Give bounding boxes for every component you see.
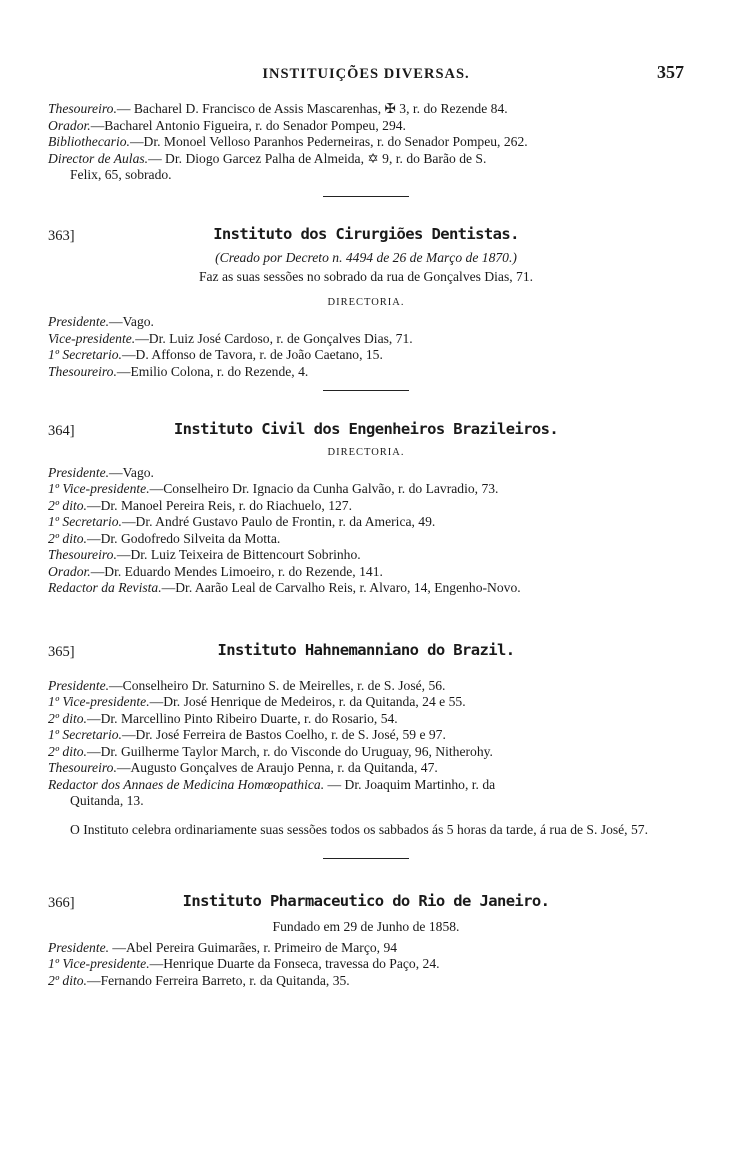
entry-text: —Dr. Eduardo Mendes Limoeiro, r. do Rezende, 141. bbox=[90, 563, 383, 579]
entry-role: 2º dito. bbox=[48, 972, 87, 988]
entry-continuation: Quitanda, 13. bbox=[70, 793, 144, 808]
section-heading bbox=[48, 226, 684, 248]
running-title: INSTITUIÇÕES DIVERSAS. bbox=[262, 66, 470, 82]
entry-text: —D. Affonso de Tavora, r. de João Caetano, 15. bbox=[121, 347, 383, 362]
section-title: Instituto Hahnemanniano do Brazil. bbox=[217, 640, 515, 659]
running-head bbox=[48, 62, 684, 86]
entry-role: 2º dito. bbox=[48, 530, 87, 546]
entry-role: Presidente. bbox=[48, 677, 110, 693]
entry-text: —Dr. Guilherme Taylor March, r. do Visconde do Uruguay, 96, Nitherohy. bbox=[86, 743, 493, 759]
entry-role: 2º dito. bbox=[48, 710, 87, 726]
entry-line bbox=[48, 777, 684, 794]
section-363 bbox=[48, 226, 684, 381]
entry-role: Director de Aulas. bbox=[48, 150, 149, 166]
page-content bbox=[48, 101, 684, 989]
entry-line bbox=[48, 314, 684, 331]
entry-text: —Dr. Monoel Velloso Paranhos Pederneiras, r. do Senador Pompeu, 262. bbox=[129, 134, 528, 149]
entry-role: 2º dito. bbox=[48, 743, 87, 759]
entry-role: Thesoureiro. bbox=[48, 547, 117, 562]
section-365 bbox=[48, 642, 684, 839]
entry-continuation: Felix, 65, sobrado. bbox=[70, 167, 172, 182]
entry-role: 1º Secretario. bbox=[48, 727, 122, 742]
entry-text: —Bacharel Antonio Figueira, r. do Senador Pompeu, 294. bbox=[90, 117, 406, 133]
entry-role: 1º Vice-presidente. bbox=[48, 481, 150, 496]
entry-line bbox=[48, 694, 684, 711]
entry-line bbox=[48, 744, 684, 761]
entry-text: —Dr. Manoel Pereira Reis, r. do Riachuelo, 127. bbox=[86, 497, 352, 513]
entry-text: —Dr. Marcellino Pinto Ribeiro Duarte, r. do Rosario, 54. bbox=[86, 710, 398, 726]
section-meeting: Faz as suas sessões no sobrado da rua de Gonçalves Dias, 71. bbox=[198, 269, 534, 284]
page-number: 357 bbox=[657, 62, 684, 82]
entry-text: — Dr. Diogo Garcez Palha de Almeida, ✡ 9, r. do Barão de S. bbox=[148, 150, 487, 166]
section-heading bbox=[48, 421, 684, 443]
section-number: 363] bbox=[48, 227, 75, 244]
section-title: Instituto Pharmaceutico do Rio de Janeiro. bbox=[182, 892, 550, 910]
entry-text: —Dr. José Ferreira de Bastos Coelho, r. de S. José, 59 e 97. bbox=[121, 727, 446, 742]
entry-line bbox=[48, 118, 684, 135]
entry-text: —Abel Pereira Guimarães, r. Primeiro de Março, 94 bbox=[109, 939, 398, 955]
entry-line bbox=[48, 364, 684, 381]
entry-line bbox=[48, 727, 684, 744]
entry-role: Presidente. bbox=[48, 314, 110, 329]
section-note: O Instituto celebra ordinariamente suas sessões todos os sabbados ás 5 horas da tarde, á rua de S. José, 57. bbox=[70, 821, 648, 837]
entry-role: Orador. bbox=[48, 117, 91, 133]
entry-line bbox=[48, 580, 684, 597]
entry-text: —Dr. Luiz José Cardoso, r. de Gonçalves Dias, 71. bbox=[135, 330, 413, 346]
entry-role: 1º Vice-presidente. bbox=[48, 956, 150, 971]
section-number: 364] bbox=[48, 423, 75, 439]
section-number: 365] bbox=[48, 643, 75, 660]
section-heading bbox=[48, 642, 684, 664]
board-label: DIRECTORIA. bbox=[327, 296, 405, 308]
section-364 bbox=[48, 421, 684, 597]
entry-line bbox=[48, 678, 684, 695]
entry-text: —Conselheiro Dr. Ignacio da Cunha Galvão, r. do Lavradio, 73. bbox=[149, 481, 499, 496]
entry-text: —Dr. Luiz Teixeira de Bittencourt Sobrinho. bbox=[116, 547, 361, 562]
entry-role: 1º Secretario. bbox=[48, 514, 122, 529]
entry-role: Redactor da Revista. bbox=[48, 580, 162, 595]
section-366 bbox=[48, 893, 684, 989]
entry-line bbox=[48, 564, 684, 581]
entry-role: Vice-presidente. bbox=[48, 330, 136, 346]
section-founded: Fundado em 29 de Junho de 1858. bbox=[272, 919, 460, 934]
entry-role: Presidente. bbox=[48, 939, 110, 955]
entry-text: —Henrique Duarte da Fonseca, travessa do Paço, 24. bbox=[149, 956, 440, 971]
entry-line bbox=[48, 498, 684, 515]
entry-role: Thesoureiro. bbox=[48, 101, 117, 116]
entry-line bbox=[48, 134, 684, 151]
entry-text: —Augusto Gonçalves de Araujo Penna, r. da Quitanda, 47. bbox=[116, 760, 438, 775]
entry-role: Thesoureiro. bbox=[48, 760, 117, 775]
entry-line bbox=[48, 531, 684, 548]
entry-role: Redactor dos Annaes de Medicina Homœopathica. bbox=[48, 776, 325, 792]
section-heading bbox=[48, 893, 684, 915]
entry-text: — Dr. Joaquim Martinho, r. da bbox=[324, 776, 496, 792]
entry-role: 1º Vice-presidente. bbox=[48, 694, 150, 709]
entry-text: —Dr. José Henrique de Medeiros, r. da Quitanda, 24 e 55. bbox=[149, 694, 466, 709]
top-entries bbox=[48, 101, 684, 184]
entry-role: Orador. bbox=[48, 563, 91, 579]
section-title: Instituto dos Cirurgiões Dentistas. bbox=[213, 224, 519, 243]
section-title: Instituto Civil dos Engenheiros Brazileiros. bbox=[173, 420, 559, 438]
entry-role: Thesoureiro. bbox=[48, 363, 117, 379]
entry-role: Bibliothecario. bbox=[48, 134, 130, 149]
entry-line bbox=[48, 973, 684, 990]
entry-role: 2º dito. bbox=[48, 497, 87, 513]
entry-text: — Bacharel D. Francisco de Assis Mascarenhas, ✠ 3, r. do Rezende 84. bbox=[116, 101, 508, 116]
entry-line bbox=[48, 711, 684, 728]
entry-line bbox=[48, 151, 684, 168]
entry-text: —Vago. bbox=[109, 464, 154, 480]
entry-text: —Dr. Godofredo Silveita da Motta. bbox=[86, 530, 281, 546]
entry-line bbox=[48, 760, 684, 777]
entry-text: —Conselheiro Dr. Saturnino S. de Meirelles, r. de S. José, 56. bbox=[109, 677, 446, 693]
entry-text: —Dr. André Gustavo Paulo de Frontin, r. da America, 49. bbox=[121, 514, 436, 529]
entry-role: 1º Secretario. bbox=[48, 347, 122, 362]
section-decree: (Creado por Decreto n. 4494 de 26 de Março de 1870.) bbox=[215, 249, 517, 265]
entry-line bbox=[48, 547, 684, 564]
entry-line bbox=[48, 101, 684, 118]
board-label: DIRECTORIA. bbox=[327, 447, 405, 458]
section-number: 366] bbox=[48, 895, 75, 911]
entry-text: —Emilio Colona, r. do Rezende, 4. bbox=[116, 363, 309, 379]
entry-line bbox=[48, 331, 684, 348]
entry-text: —Dr. Aarão Leal de Carvalho Reis, r. Alvaro, 14, Engenho-Novo. bbox=[161, 580, 521, 595]
entry-role: Presidente. bbox=[48, 464, 110, 480]
entry-line bbox=[48, 514, 684, 531]
entry-line bbox=[48, 956, 684, 973]
entry-text: —Fernando Ferreira Barreto, r. da Quitanda, 35. bbox=[86, 972, 350, 988]
entry-text: —Vago. bbox=[109, 314, 154, 329]
entry-line bbox=[48, 481, 684, 498]
entry-line bbox=[48, 940, 684, 957]
entry-line bbox=[48, 465, 684, 482]
entry-line bbox=[48, 347, 684, 364]
